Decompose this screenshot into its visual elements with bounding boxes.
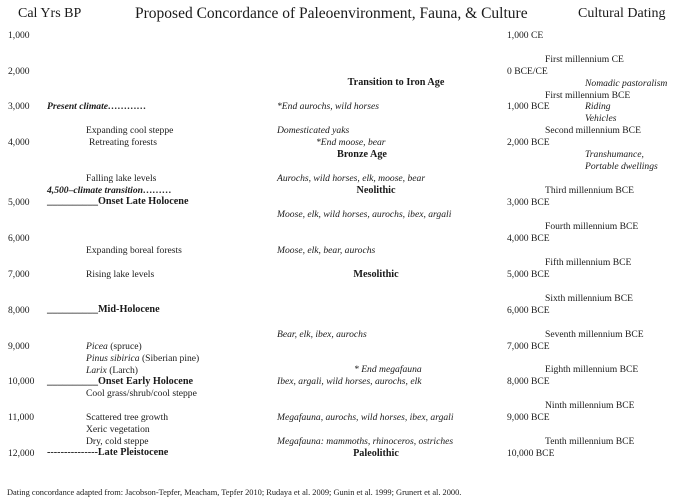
millennium-label: Fourth millennium BCE (545, 221, 639, 232)
fauna-item: * End megafauna (354, 364, 422, 375)
millennium-label: Fifth millennium BCE (545, 257, 632, 268)
env-taxon: Pinus sibirica (86, 353, 140, 364)
env-mid-holocene: __________Mid-Holocene (47, 304, 160, 315)
millennium-label: Eighth millennium BCE (545, 364, 639, 375)
cultural-date: 5,000 BCE (507, 269, 550, 280)
cultural-date: 0 BCE/CE (507, 66, 548, 77)
millennium-label: Seventh millennium BCE (545, 329, 644, 340)
millennium-label: Sixth millennium BCE (545, 293, 633, 304)
env-picea (86, 342, 142, 352)
millennium-label: Ninth millennium BCE (545, 400, 635, 411)
year-bp: 9,000 (8, 341, 30, 352)
fauna-item: Aurochs, wild horses, elk, moose, bear (277, 173, 426, 184)
cultural-date: 8,000 BCE (507, 376, 550, 387)
millennium-label: Tenth millennium BCE (545, 436, 635, 447)
env-item: Expanding cool steppe (86, 125, 174, 136)
fauna-item: Ibex, argali, wild horses, aurochs, elk (277, 376, 422, 387)
year-bp: 5,000 (8, 197, 30, 208)
year-bp: 12,000 (8, 448, 35, 459)
year-bp: 1,000 (8, 30, 30, 41)
env-pinus (86, 354, 199, 364)
fauna-item: Megafauna: mammoths, rhinoceros, ostriches (277, 436, 454, 447)
fauna-item: *End moose, bear (316, 137, 386, 148)
fauna-item: Moose, elk, bear, aurochs (277, 245, 376, 256)
env-item: Rising lake levels (86, 269, 155, 280)
env-taxon: Picea (86, 341, 108, 352)
cultural-date: 2,000 BCE (507, 137, 550, 148)
year-bp: 8,000 (8, 305, 30, 316)
env-onset-late-holocene: __________Onset Late Holocene (47, 196, 189, 207)
lifeway-item: Riding (585, 101, 611, 112)
cultural-date: 6,000 BCE (507, 305, 550, 316)
year-bp: 7,000 (8, 269, 30, 280)
env-item: Expanding boreal forests (86, 245, 182, 256)
env-climate-transition: 4,500–climate transition……… (47, 185, 172, 196)
year-bp: 4,000 (8, 137, 30, 148)
culture-period: Neolithic (356, 185, 396, 196)
env-item: Scattered tree growth (86, 412, 169, 423)
env-item: Cool grass/shrub/cool steppe (86, 388, 197, 399)
millennium-label: Third millennium BCE (545, 185, 635, 196)
env-taxon: Larix (86, 365, 107, 376)
env-larix (86, 366, 138, 376)
culture-period: Bronze Age (337, 149, 387, 160)
env-item: Retreating forests (89, 137, 157, 148)
cultural-date: 7,000 BCE (507, 341, 550, 352)
fauna-item: Megafauna, aurochs, wild horses, ibex, argali (277, 412, 454, 423)
env-late-pleistocene: ---------------Late Pleistocene (47, 447, 169, 458)
env-present-climate: Present climate………… (47, 101, 147, 112)
cultural-date: 3,000 BCE (507, 197, 550, 208)
year-bp: 11,000 (8, 412, 35, 423)
millennium-label: First millennium BCE (545, 90, 631, 101)
fauna-item: Domesticated yaks (277, 125, 350, 136)
env-common-name: (Siberian pine) (139, 353, 200, 364)
millennium-label: First millennium CE (545, 54, 624, 65)
column-header-cal-yrs-bp: Cal Yrs BP (18, 6, 82, 21)
year-bp: 10,000 (8, 376, 35, 387)
culture-period: Transition to Iron Age (347, 77, 445, 88)
footnote: Dating concordance adapted from: Jacobson-Tepfer, Meacham, Tepfer 2010; Rudaya et al. 2009; Gunin et al. 1999; Grunert et al. 2000. (7, 488, 462, 497)
fauna-item: Moose, elk, wild horses, aurochs, ibex, argali (277, 209, 452, 220)
env-common-name: (spruce) (107, 341, 142, 352)
page-title: Proposed Concordance of Paleoenvironment, Fauna, & Culture (135, 5, 528, 22)
env-onset-early-holocene: __________Onset Early Holocene (47, 376, 194, 387)
lifeway-item: Nomadic pastoralism (585, 78, 668, 89)
year-bp: 3,000 (8, 101, 30, 112)
column-header-cultural-dating: Cultural Dating (578, 6, 666, 21)
cultural-date: 10,000 BCE (507, 448, 555, 459)
lifeway-item: Transhumance, (585, 149, 644, 160)
env-item: Falling lake levels (86, 173, 157, 184)
lifeway-item: Vehicles (585, 113, 617, 124)
fauna-item: *End aurochs, wild horses (277, 101, 379, 112)
cultural-date: 1,000 CE (507, 30, 544, 41)
culture-period: Mesolithic (353, 269, 399, 280)
lifeway-item: Portable dwellings (585, 161, 658, 172)
year-bp: 6,000 (8, 233, 30, 244)
millennium-label: Second millennium BCE (545, 125, 641, 136)
year-bp: 2,000 (8, 66, 30, 77)
cultural-date: 9,000 BCE (507, 412, 550, 423)
cultural-date: 4,000 BCE (507, 233, 550, 244)
env-item: Xeric vegetation (86, 424, 150, 435)
culture-period: Paleolithic (353, 448, 399, 459)
env-common-name: (Larch) (106, 365, 138, 376)
env-item: Dry, cold steppe (86, 436, 149, 447)
cultural-date: 1,000 BCE (507, 101, 550, 112)
fauna-item: Bear, elk, ibex, aurochs (277, 329, 367, 340)
